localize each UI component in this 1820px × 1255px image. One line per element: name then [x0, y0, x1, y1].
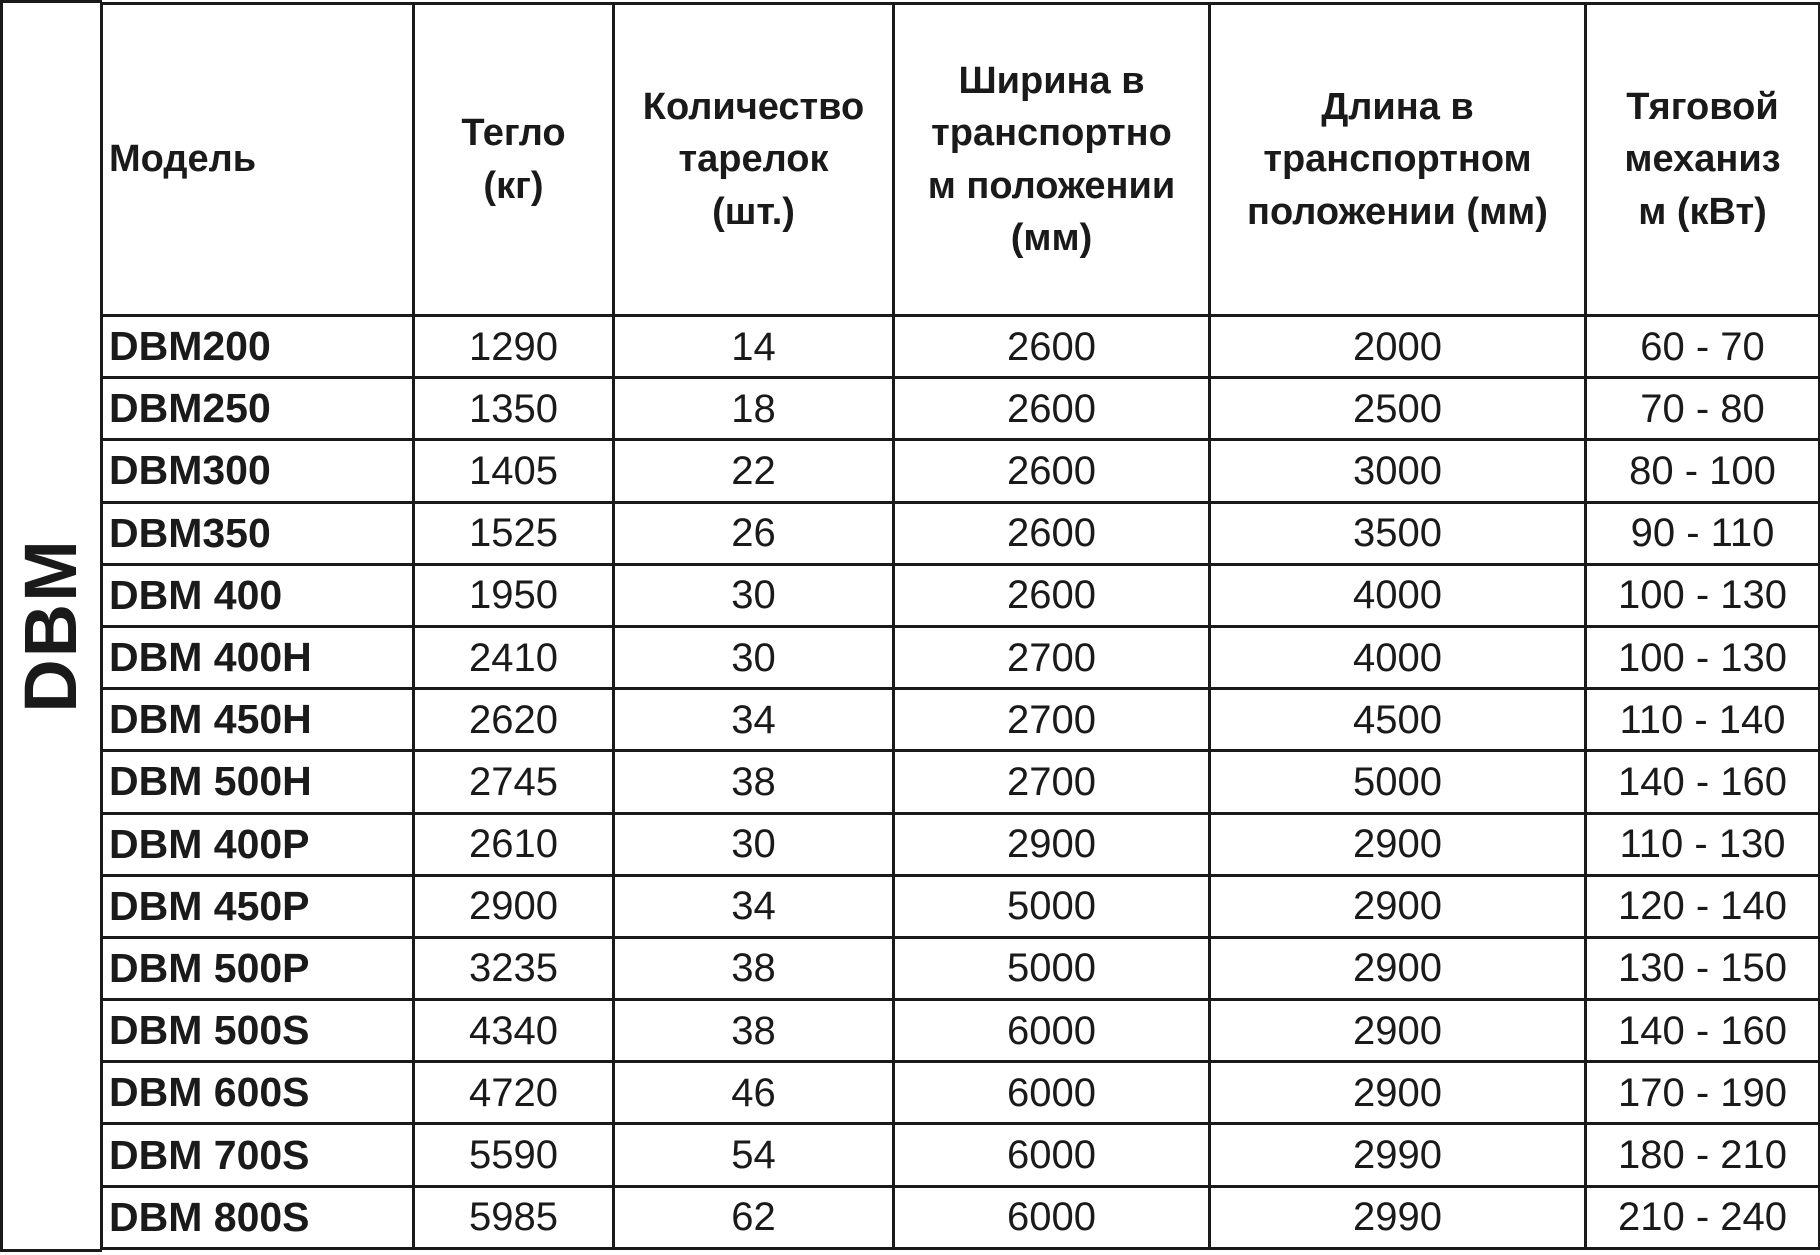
transport-width-cell: 2700	[894, 689, 1210, 751]
header-row	[102, 4, 1820, 316]
header-line: м (кВт)	[1638, 190, 1767, 233]
transport-length-cell: 2500	[1210, 378, 1586, 440]
header-line: м положении	[927, 164, 1176, 207]
transport-width-cell: 6000	[894, 1124, 1210, 1186]
discs-count-cell: 34	[614, 875, 894, 937]
header-line: (мм)	[1010, 216, 1093, 259]
model-cell: DBM 450H	[102, 689, 414, 751]
transport-width-cell: 2900	[894, 813, 1210, 875]
discs-count-cell: 18	[614, 378, 894, 440]
header-line: Тяговой	[1626, 85, 1779, 128]
transport-length-cell: 3500	[1210, 502, 1586, 564]
table-row	[102, 1000, 1820, 1062]
transport-length-cell: 4000	[1210, 626, 1586, 688]
header-line: положении (мм)	[1247, 190, 1548, 233]
discs-count-cell: 38	[614, 751, 894, 813]
weight-cell: 1950	[414, 564, 614, 626]
model-cell: DBM 600S	[102, 1062, 414, 1124]
weight-cell: 4340	[414, 1000, 614, 1062]
series-label-text: DBM	[8, 537, 92, 713]
model-cell: DBM 800S	[102, 1186, 414, 1248]
transport-length-cell: 3000	[1210, 440, 1586, 502]
discs-count-cell: 54	[614, 1124, 894, 1186]
discs-count-cell: 14	[614, 316, 894, 378]
transport-length-cell: 4000	[1210, 564, 1586, 626]
tractor-power-cell: 110 - 140	[1586, 689, 1820, 751]
transport-length-cell: 2000	[1210, 316, 1586, 378]
table-row	[102, 564, 1820, 626]
tractor-power-cell: 80 - 100	[1586, 440, 1820, 502]
table-row	[102, 316, 1820, 378]
weight-cell: 1290	[414, 316, 614, 378]
weight-cell: 4720	[414, 1062, 614, 1124]
transport-width-cell: 2700	[894, 751, 1210, 813]
transport-length-cell: 2900	[1210, 813, 1586, 875]
transport-width-cell: 5000	[894, 937, 1210, 999]
discs-count-header	[614, 4, 894, 316]
table-row	[102, 813, 1820, 875]
header-line: транспортном	[1263, 138, 1532, 181]
discs-count-cell: 38	[614, 937, 894, 999]
transport-length-cell: 2900	[1210, 1062, 1586, 1124]
header-line: Тегло	[461, 112, 566, 155]
tractor-power-cell: 60 - 70	[1586, 316, 1820, 378]
model-cell: DBM250	[102, 378, 414, 440]
transport-width-cell: 2600	[894, 316, 1210, 378]
model-cell: DBM 500S	[102, 1000, 414, 1062]
header-line: Длина в	[1321, 85, 1474, 128]
model-cell: DBM300	[102, 440, 414, 502]
model-cell: DBM350	[102, 502, 414, 564]
table-row	[102, 1124, 1820, 1186]
table-row	[102, 751, 1820, 813]
discs-count-cell: 30	[614, 626, 894, 688]
transport-length-cell: 2900	[1210, 1000, 1586, 1062]
weight-cell: 2745	[414, 751, 614, 813]
weight-header	[414, 4, 614, 316]
header-line: Количество	[642, 85, 865, 128]
transport-width-cell: 5000	[894, 875, 1210, 937]
table-row	[102, 875, 1820, 937]
header-line: Ширина в	[958, 59, 1145, 102]
header-line: (кг)	[483, 164, 544, 207]
table-body	[102, 316, 1820, 1249]
table-row	[102, 440, 1820, 502]
table-row	[102, 502, 1820, 564]
model-cell: DBM 400H	[102, 626, 414, 688]
transport-width-cell: 2600	[894, 378, 1210, 440]
weight-cell: 1350	[414, 378, 614, 440]
transport-length-cell: 4500	[1210, 689, 1586, 751]
transport-width-cell: 6000	[894, 1186, 1210, 1248]
weight-cell: 1525	[414, 502, 614, 564]
header-line: транспортно	[931, 112, 1172, 155]
header-line: Модель	[109, 138, 257, 181]
tractor-power-cell: 140 - 160	[1586, 1000, 1820, 1062]
transport-width-cell: 6000	[894, 1000, 1210, 1062]
discs-count-cell: 38	[614, 1000, 894, 1062]
transport-length-cell: 2990	[1210, 1124, 1586, 1186]
model-cell: DBM 700S	[102, 1124, 414, 1186]
tractor-power-header	[1586, 4, 1820, 316]
table-row	[102, 378, 1820, 440]
tractor-power-cell: 110 - 130	[1586, 813, 1820, 875]
weight-cell: 5590	[414, 1124, 614, 1186]
header-line: (шт.)	[712, 190, 795, 233]
model-cell: DBM 450P	[102, 875, 414, 937]
discs-count-cell: 62	[614, 1186, 894, 1248]
table-row	[102, 1186, 1820, 1248]
tractor-power-cell: 70 - 80	[1586, 378, 1820, 440]
discs-count-cell: 22	[614, 440, 894, 502]
weight-cell: 2900	[414, 875, 614, 937]
weight-cell: 2410	[414, 626, 614, 688]
series-side-label	[0, 0, 100, 1250]
model-cell: DBM 400P	[102, 813, 414, 875]
discs-count-cell: 26	[614, 502, 894, 564]
tractor-power-cell: 140 - 160	[1586, 751, 1820, 813]
discs-count-cell: 34	[614, 689, 894, 751]
transport-width-header	[894, 4, 1210, 316]
weight-cell: 2620	[414, 689, 614, 751]
table-row	[102, 689, 1820, 751]
weight-cell: 2610	[414, 813, 614, 875]
header-line: тарелок	[678, 138, 829, 181]
tractor-power-cell: 120 - 140	[1586, 875, 1820, 937]
table-row	[102, 626, 1820, 688]
model-cell: DBM 500P	[102, 937, 414, 999]
transport-length-header	[1210, 4, 1586, 316]
tractor-power-cell: 90 - 110	[1586, 502, 1820, 564]
spec-table	[100, 2, 1820, 1250]
discs-count-cell: 30	[614, 813, 894, 875]
discs-count-cell: 46	[614, 1062, 894, 1124]
tractor-power-cell: 130 - 150	[1586, 937, 1820, 999]
transport-width-cell: 2600	[894, 440, 1210, 502]
table-row	[102, 937, 1820, 999]
tractor-power-cell: 100 - 130	[1586, 626, 1820, 688]
tractor-power-cell: 170 - 190	[1586, 1062, 1820, 1124]
table-row	[102, 1062, 1820, 1124]
discs-count-cell: 30	[614, 564, 894, 626]
transport-width-cell: 2700	[894, 626, 1210, 688]
tractor-power-cell: 100 - 130	[1586, 564, 1820, 626]
transport-length-cell: 5000	[1210, 751, 1586, 813]
tractor-power-cell: 180 - 210	[1586, 1124, 1820, 1186]
tractor-power-cell: 210 - 240	[1586, 1186, 1820, 1248]
model-cell: DBM200	[102, 316, 414, 378]
model-header	[102, 4, 414, 316]
transport-width-cell: 2600	[894, 564, 1210, 626]
model-cell: DBM 400	[102, 564, 414, 626]
header-line: механиз	[1624, 138, 1781, 181]
model-cell: DBM 500H	[102, 751, 414, 813]
weight-cell: 1405	[414, 440, 614, 502]
weight-cell: 3235	[414, 937, 614, 999]
transport-width-cell: 6000	[894, 1062, 1210, 1124]
transport-length-cell: 2990	[1210, 1186, 1586, 1248]
transport-length-cell: 2900	[1210, 875, 1586, 937]
transport-length-cell: 2900	[1210, 937, 1586, 999]
weight-cell: 5985	[414, 1186, 614, 1248]
transport-width-cell: 2600	[894, 502, 1210, 564]
